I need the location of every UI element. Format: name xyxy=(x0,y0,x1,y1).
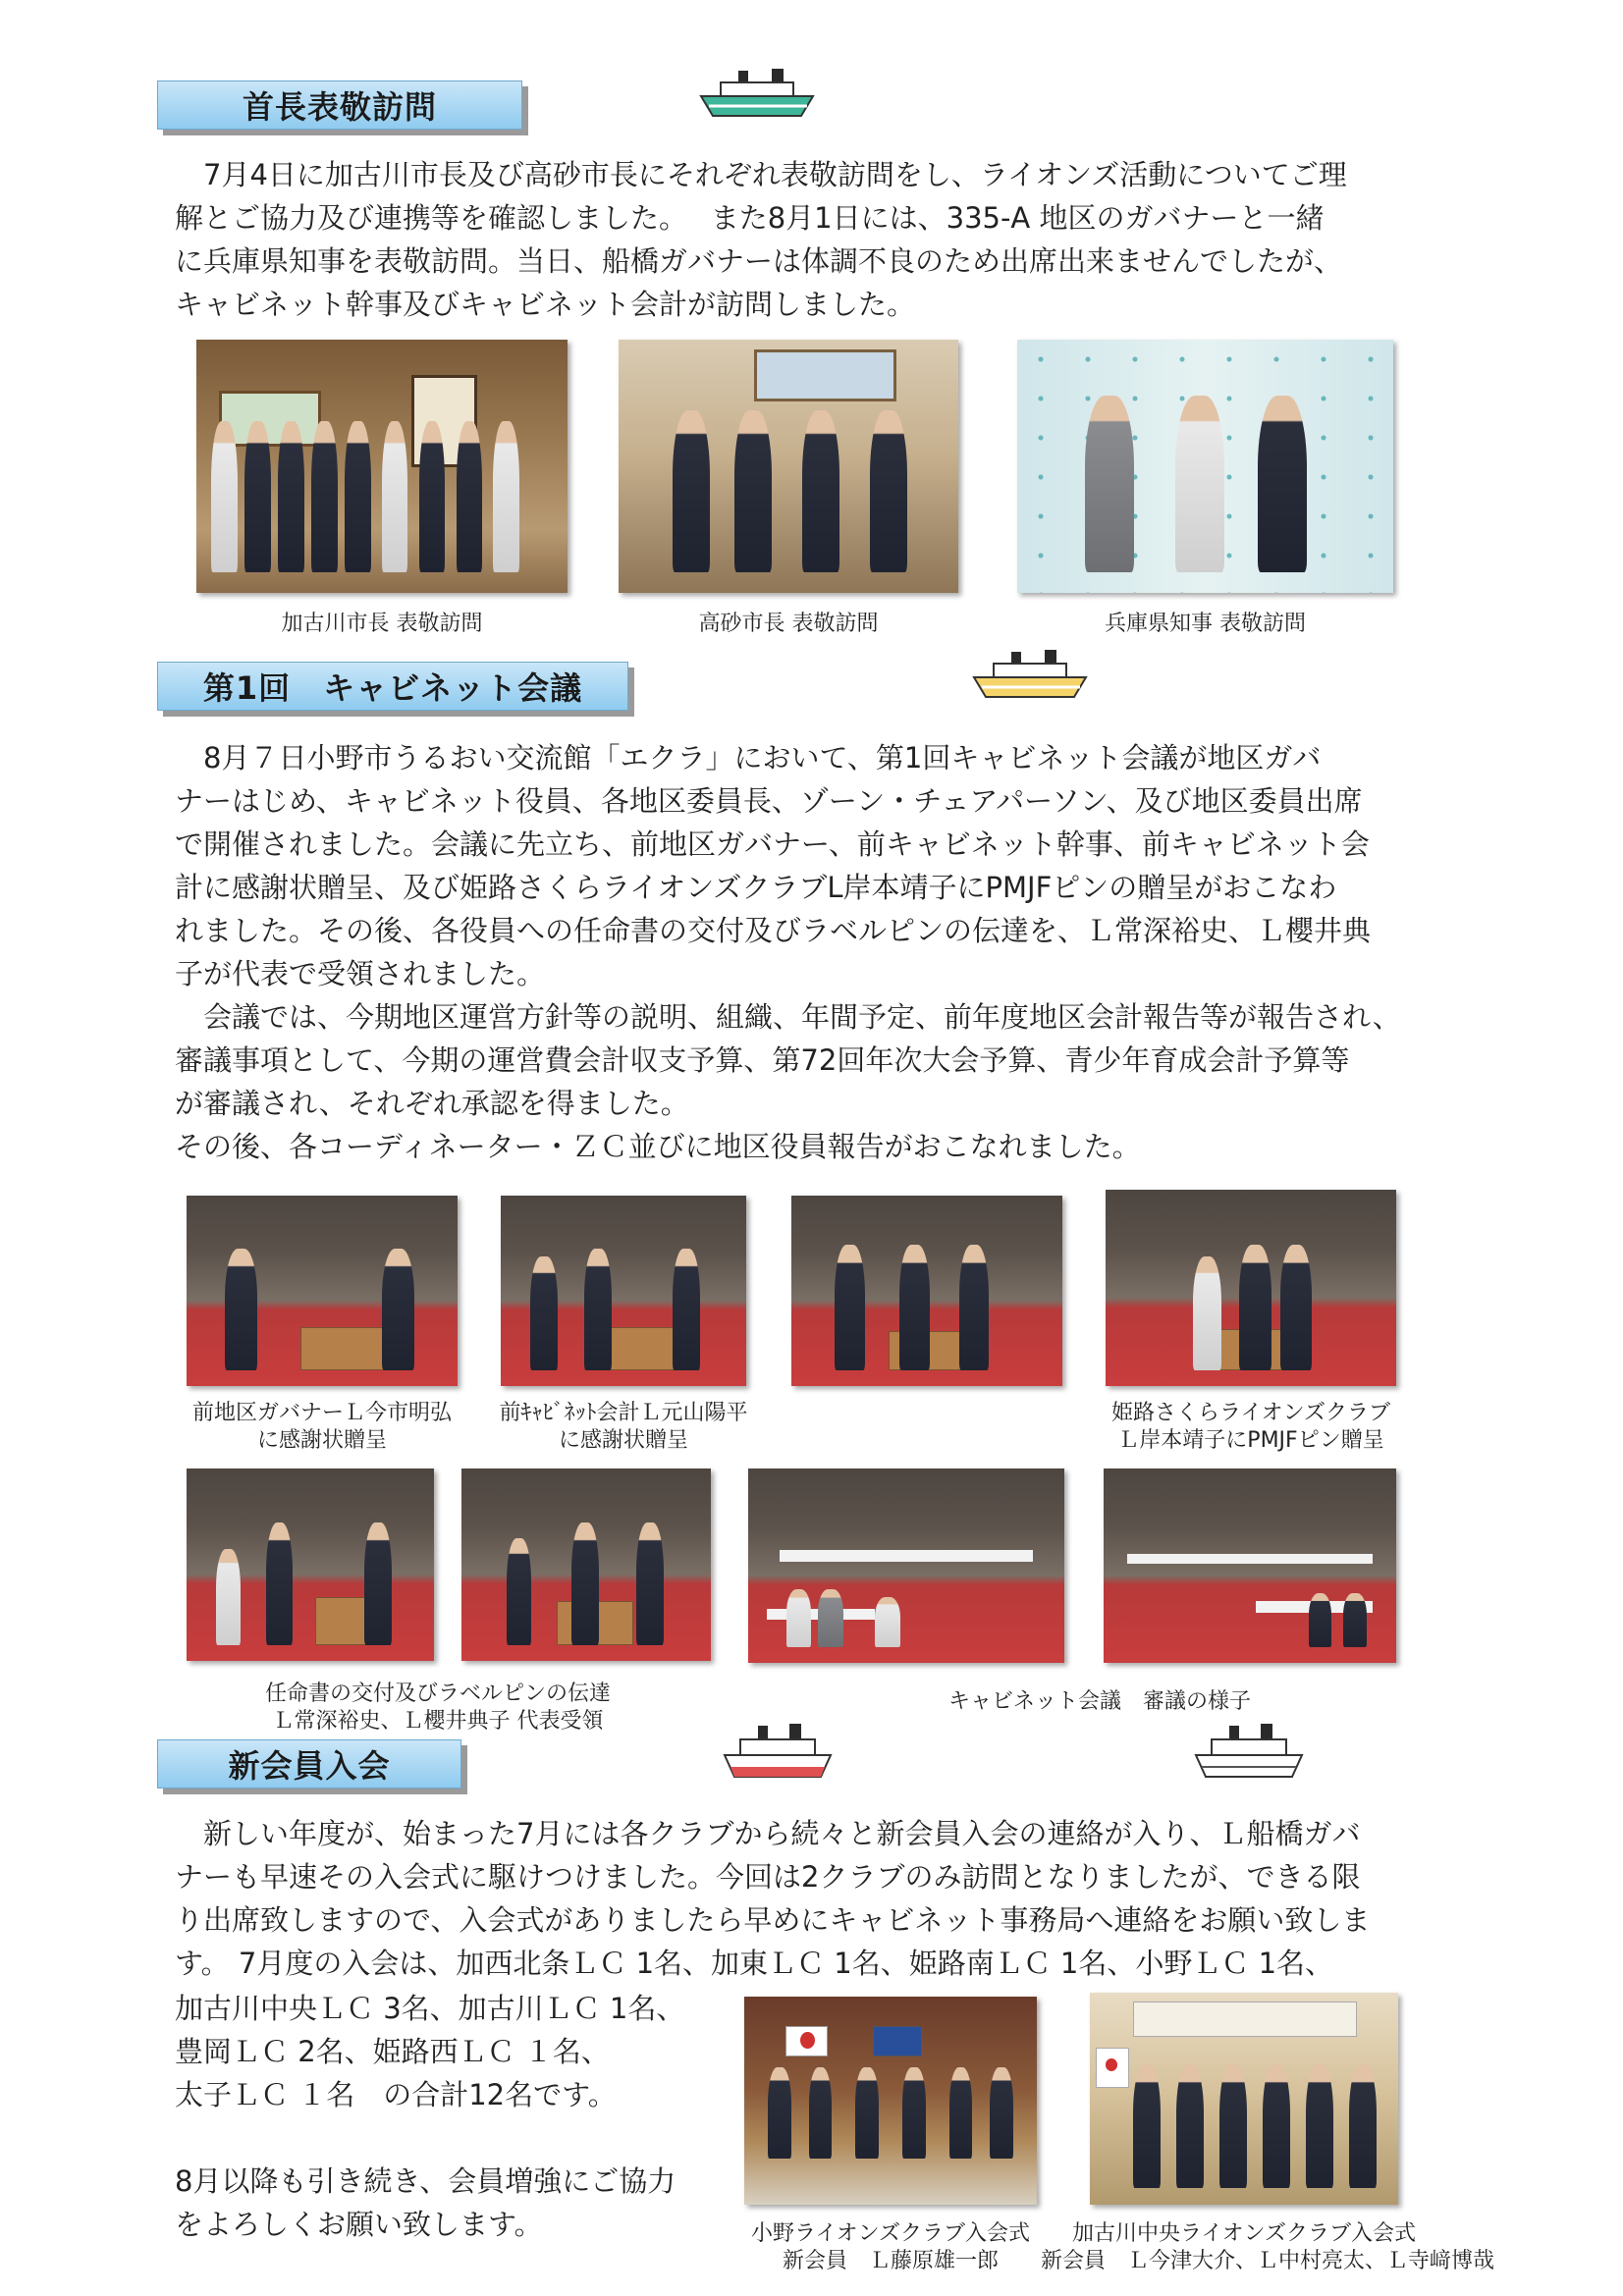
caption-former-governor xyxy=(167,1400,477,1455)
caption-kakogawa-mayor: 加古川市長 表敬訪問 xyxy=(281,612,483,636)
text-line: 審議事項として、今期の運営費会計収支予算、第72回年次大会予算、青少年育成会計予算等 xyxy=(175,1043,1350,1077)
caption-cabinet-deliberation: キャビネット会議 審議の様子 xyxy=(947,1689,1251,1714)
caption-kakogawa-chuo-induction xyxy=(1041,2220,1495,2275)
text-line: 太子ＬＣ １名 の合計12名です。 xyxy=(175,2078,617,2111)
photo-pmjf-pin-presentation xyxy=(791,1196,1062,1386)
text-line xyxy=(175,2116,725,2160)
text-line: ナーも早速その入会式に駆けつけました。今回は2クラブのみ訪問となりましたが、できる限 xyxy=(175,1860,1361,1894)
photo-appointment-letter xyxy=(187,1468,434,1661)
caption-line: 前ｷｬﾋﾞﾈｯﾄ会計Ｌ元山陽平 xyxy=(499,1401,748,1425)
photo-ono-lions-induction xyxy=(744,1997,1037,2205)
text-line: す。 7月度の入会は、加西北条ＬＣ 1名、加東ＬＣ 1名、姫路南ＬＣ 1名、小野ＬＣ 1名、 xyxy=(175,1947,1334,1980)
section-heading-new-members: 新会員入会 xyxy=(157,1739,461,1789)
caption-ono-induction xyxy=(725,2220,1056,2275)
visit-paragraph xyxy=(175,153,1471,326)
text-line: 子が代表で受領されました。 xyxy=(175,957,546,990)
caption-line: に感謝状贈呈 xyxy=(558,1428,688,1453)
text-line: れました。その後、各役員への任命書の交付及びラベルピンの伝達を、Ｌ常深裕史、Ｌ櫻井典 xyxy=(175,914,1372,947)
ship-icon xyxy=(1194,1722,1304,1792)
text-line: 会議では、今期地区運営方針等の説明、組織、年間予定、前年度地区会計報告等が報告され、 xyxy=(175,1000,1401,1034)
caption-line: 加古川中央ライオンズクラブ入会式 xyxy=(1071,2221,1417,2246)
caption-pmjf-pin xyxy=(1080,1400,1422,1455)
text-line: が審議され、それぞれ承認を得ました。 xyxy=(175,1087,689,1120)
caption-line: 前地区ガバナーＬ今市明弘 xyxy=(191,1401,452,1425)
text-line: その後、各コーディネーター・ＺＣ並びに地区役員報告がおこなれました。 xyxy=(175,1130,1141,1163)
caption-line: 姫路さくらライオンズクラブ xyxy=(1110,1401,1391,1425)
caption-line: に感謝状贈呈 xyxy=(256,1428,387,1453)
text-line: 豊岡ＬＣ 2名、姫路西ＬＣ １名、 xyxy=(175,2035,610,2068)
caption-line: 小野ライオンズクラブ入会式 xyxy=(750,2221,1031,2246)
text-line: 計に感謝状贈呈、及び姫路さくらライオンズクラブL岸本靖子にPMJFピンの贈呈がおこなわ xyxy=(175,871,1337,904)
photo-sakura-lions-pin xyxy=(1106,1190,1396,1386)
photo-takasago-mayor-visit xyxy=(619,340,958,593)
photo-kakogawa-chuo-induction xyxy=(1090,1993,1398,2205)
photo-kakogawa-mayor-visit xyxy=(196,340,568,593)
members-paragraph xyxy=(175,1812,1471,1985)
text-line: 8月７日小野市うるおい交流館「エクラ」において、第1回キャビネット会議が地区ガバ xyxy=(175,741,1322,774)
ship-icon xyxy=(972,648,1088,705)
text-line: 新しい年度が、始まった7月には各クラブから続々と新会員入会の連絡が入り、Ｌ船橋ガバ xyxy=(175,1817,1361,1850)
caption-line: 新会員 Ｌ藤原雄一郎 xyxy=(782,2249,999,2273)
ship-icon xyxy=(723,1722,833,1792)
photo-cabinet-meeting-1 xyxy=(748,1468,1064,1663)
text-line: 7月4日に加古川市長及び高砂市長にそれぞれ表敬訪問をし、ライオンズ活動についてご理 xyxy=(175,158,1347,191)
photo-hyogo-governor-visit xyxy=(1017,340,1393,593)
photo-award-former-governor xyxy=(187,1196,458,1386)
photo-award-former-treasurer xyxy=(501,1196,746,1386)
caption-appointment xyxy=(232,1681,644,1735)
caption-line: Ｌ岸本靖子にPMJFピン贈呈 xyxy=(1117,1428,1384,1453)
caption-hyogo-governor: 兵庫県知事 表敬訪問 xyxy=(1105,612,1306,636)
caption-line: Ｌ常深裕史、Ｌ櫻井典子 代表受領 xyxy=(272,1709,604,1734)
text-line: で開催されました。会議に先立ち、前地区ガバナー、前キャビネット幹事、前キャビネット会 xyxy=(175,828,1370,861)
section-heading-cabinet: 第1回 キャビネット会議 xyxy=(157,662,628,711)
members-side-paragraph xyxy=(175,1987,725,2246)
ship-icon xyxy=(699,67,815,124)
caption-line: 任命書の交付及びラベルピンの伝達 xyxy=(264,1682,611,1706)
photo-lapel-pin-transfer xyxy=(461,1468,711,1661)
text-line: 加古川中央ＬＣ 3名、加古川ＬＣ 1名、 xyxy=(175,1992,685,2025)
text-line: をよろしくお願い致します。 xyxy=(175,2208,543,2241)
caption-line: 新会員 Ｌ今津大介、Ｌ中村亮太、Ｌ寺﨑博哉 xyxy=(1041,2249,1495,2273)
text-line: 8月以降も引き続き、会員増強にご協力 xyxy=(175,2164,676,2198)
text-line: 解とご協力及び連携等を確認しました。 また8月1日には、335-A 地区のガバナーと一緒 xyxy=(175,201,1325,235)
text-line: に兵庫県知事を表敬訪問。当日、船橋ガバナーは体調不良のため出席出来ませんでしたが、 xyxy=(175,244,1343,278)
section-heading-visit: 首長表敬訪問 xyxy=(157,80,522,130)
caption-former-treasurer xyxy=(471,1400,776,1455)
text-line: り出席致しますので、入会式がありましたら早めにキャビネット事務局へ連絡をお願い致しま xyxy=(175,1903,1371,1937)
text-line: ナーはじめ、キャビネット役員、各地区委員長、ゾーン・チェアパーソン、及び地区委員出席 xyxy=(175,784,1363,818)
caption-takasago-mayor: 高砂市長 表敬訪問 xyxy=(698,612,879,636)
text-line: キャビネット幹事及びキャビネット会計が訪問しました。 xyxy=(175,288,916,321)
photo-cabinet-meeting-2 xyxy=(1104,1468,1396,1663)
cabinet-paragraph xyxy=(175,736,1481,1168)
